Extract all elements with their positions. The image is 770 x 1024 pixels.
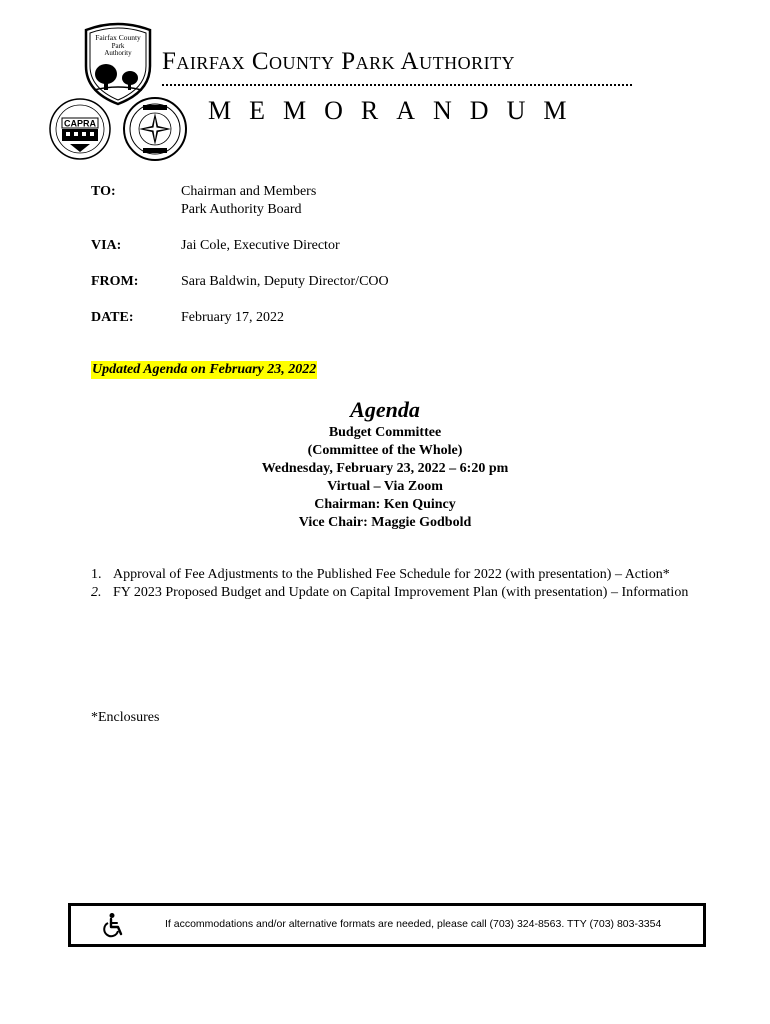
svg-text:Park: Park [111,42,125,50]
agenda-vice-chair: Vice Chair: Maggie Godbold [298,515,472,530]
agenda-items-list [91,566,691,602]
via-value: Jai Cole, Executive Director [181,238,340,253]
item-text: FY 2023 Proposed Budget and Update on Capital Improvement Plan (with presentation) – Information [113,585,689,600]
agenda-location: Virtual – Via Zoom [327,479,443,494]
agenda-datetime: Wednesday, February 23, 2022 – 6:20 pm [261,461,509,476]
capra-accreditation-logo [48,96,112,162]
svg-text:Fairfax County: Fairfax County [95,33,141,42]
from-label: FROM: [91,274,139,289]
document-type-title: MEMORANDUM [208,96,585,125]
to-line-2: Park Authority Board [181,202,302,217]
county-seal-logo [122,96,188,162]
to-value [181,183,316,219]
item-number: 1. [91,567,102,582]
date-value: February 17, 2022 [181,310,285,325]
agenda-committee: Budget Committee [328,425,442,440]
to-label: TO: [91,184,116,199]
list-item [91,584,691,602]
park-authority-shield-logo [82,20,154,106]
from-value: Sara Baldwin, Deputy Director/COO [181,274,389,289]
agenda-chairman: Chairman: Ken Quincy [314,497,456,512]
date-label: DATE: [91,310,134,325]
agenda-heading-block [0,396,770,532]
to-line-1: Chairman and Members [181,184,317,199]
agenda-title: Agenda [350,397,420,422]
via-label: VIA: [91,238,122,253]
agenda-committee-type: (Committee of the Whole) [307,443,463,458]
list-item [91,566,691,584]
item-text: Approval of Fee Adjustments to the Published Fee Schedule for 2022 (with presentation) – Action* [113,567,670,582]
svg-text:Authority: Authority [104,49,132,57]
updated-agenda-notice: Updated Agenda on February 23, 2022 [92,362,317,377]
organization-name: Fairfax County Park Authority [162,48,516,75]
enclosures-note: *Enclosures [91,710,160,725]
accommodations-text: If accommodations and/or alternative formats are needed, please call (703) 324-8563. TTY (703) 803-3354 [165,918,662,930]
accessibility-footer [68,903,706,947]
capra-logo-text: CAPRA [63,118,97,129]
wheelchair-icon [101,912,127,938]
item-number: 2. [91,585,102,600]
header-divider [162,84,632,86]
